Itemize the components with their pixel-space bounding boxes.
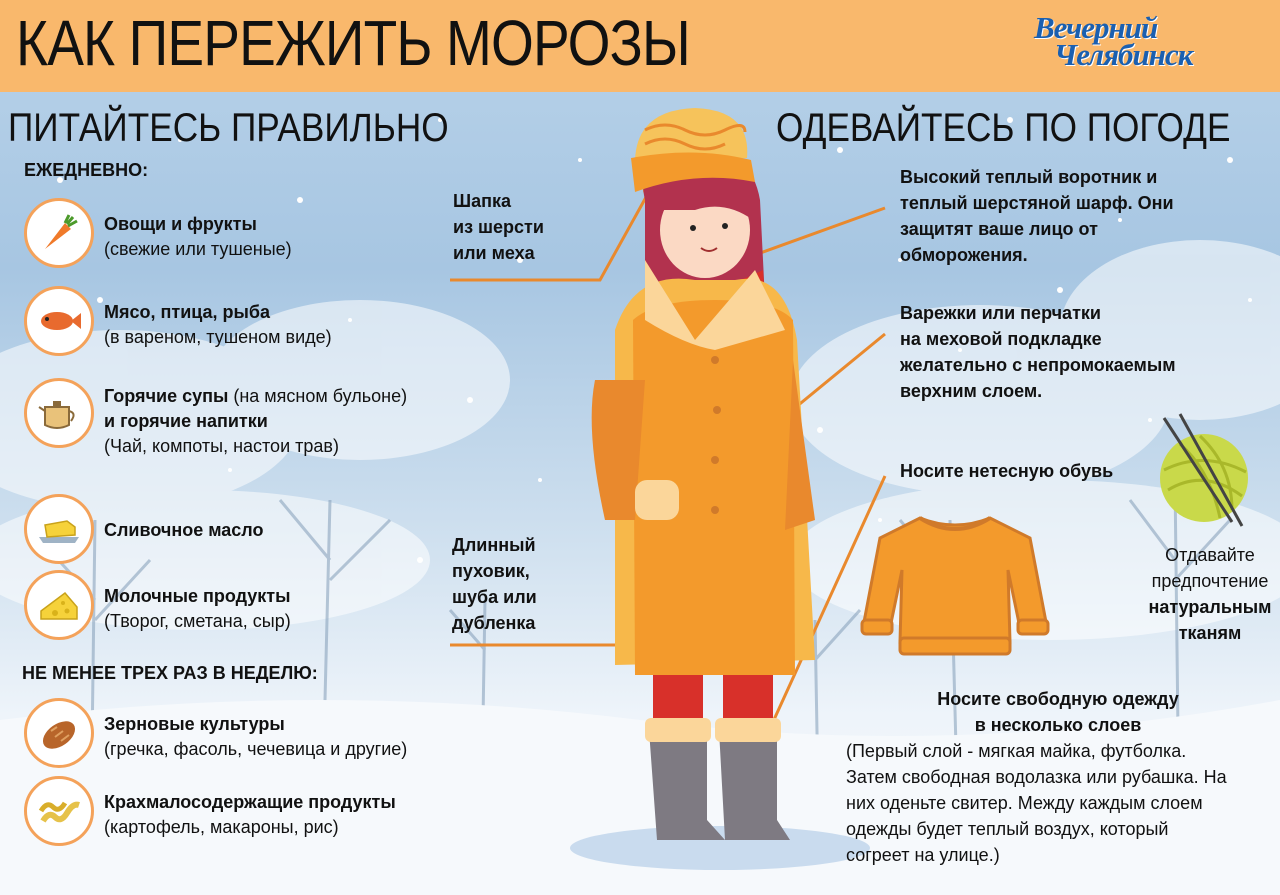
layers-title-line: Носите свободную одежду bbox=[937, 689, 1179, 709]
item-desc: (Чай, компоты, настои трав) bbox=[104, 436, 339, 456]
gloves-line: на меховой подкладке bbox=[900, 329, 1102, 349]
layers-desc-line: одежды будет теплый воздух, который bbox=[846, 819, 1169, 839]
hat-line: Шапка bbox=[453, 191, 511, 211]
item-title: Крахмалосодержащие продукты bbox=[104, 792, 396, 812]
hat-line: из шерсти bbox=[453, 217, 544, 237]
logo-line2: Челябинск bbox=[1054, 37, 1193, 72]
natural-line-bold: тканям bbox=[1178, 623, 1242, 643]
item-desc: (Творог, сметана, сыр) bbox=[104, 611, 291, 631]
item-title: Мясо, птица, рыба bbox=[104, 302, 271, 322]
clothing-section-title: ОДЕВАЙТЕСЬ ПО ПОГОДЕ bbox=[776, 106, 1231, 150]
collar-line: обморожения. bbox=[900, 245, 1028, 265]
logo-line1: Вечерний bbox=[1034, 10, 1158, 45]
layers-desc-line: (Первый слой - мягкая майка, футболка. bbox=[846, 741, 1187, 761]
item-desc: (гречка, фасоль, чечевица и другие) bbox=[104, 739, 408, 759]
coat-line: дубленка bbox=[452, 613, 536, 633]
gloves-note bbox=[900, 300, 1176, 404]
item-title: Овощи и фрукты bbox=[104, 214, 257, 234]
item-title: Молочные продукты bbox=[104, 586, 291, 606]
item-title: Горячие супы bbox=[104, 386, 229, 406]
gloves-line: верхним слоем. bbox=[900, 381, 1043, 401]
collar-line: защитят ваше лицо от bbox=[900, 219, 1098, 239]
layers-title-line: в несколько слоев bbox=[974, 715, 1142, 735]
coat-line: пуховик, bbox=[452, 561, 530, 581]
collar-line: теплый шерстяной шарф. Они bbox=[900, 193, 1174, 213]
item-line2: и горячие напитки bbox=[104, 411, 268, 431]
page-title: КАК ПЕРЕЖИТЬ МОРОЗЫ bbox=[16, 7, 690, 79]
layers-title bbox=[900, 686, 1216, 738]
item-desc: (картофель, макароны, рис) bbox=[104, 817, 339, 837]
layers-desc-line: Затем свободная водолазка или рубашка. На bbox=[846, 767, 1227, 787]
gloves-line: желательно с непромокаемым bbox=[900, 355, 1176, 375]
item-desc: (в вареном, тушеном виде) bbox=[104, 327, 332, 347]
coat-label bbox=[452, 532, 537, 636]
collar-note bbox=[900, 164, 1174, 268]
weekly-label: НЕ МЕНЕЕ ТРЕХ РАЗ В НЕДЕЛЮ: bbox=[22, 663, 318, 683]
sweater-icon bbox=[860, 510, 1050, 665]
coat-line: Длинный bbox=[452, 535, 536, 555]
layers-desc-line: них оденьте свитер. Между каждым слоем bbox=[846, 793, 1203, 813]
hat-line: или меха bbox=[453, 243, 535, 263]
item-title: Зерновые культуры bbox=[104, 714, 285, 734]
natural-line: Отдавайте bbox=[1165, 545, 1255, 565]
layers-desc-line: согреет на улице.) bbox=[846, 845, 1000, 865]
natural-fabrics-note bbox=[1140, 542, 1280, 646]
nutrition-section-title: ПИТАЙТЕСЬ ПРАВИЛЬНО bbox=[8, 106, 449, 150]
layers-description bbox=[846, 738, 1227, 868]
coat-line: шуба или bbox=[452, 587, 537, 607]
natural-line: предпочтение bbox=[1151, 571, 1269, 591]
item-title: Сливочное масло bbox=[104, 520, 264, 540]
daily-label: ЕЖЕДНЕВНО: bbox=[24, 160, 149, 180]
item-extra: (на мясном бульоне) bbox=[228, 386, 408, 406]
natural-line-bold: натуральным bbox=[1148, 597, 1272, 617]
shoes-note: Носите нетесную обувь bbox=[900, 461, 1114, 481]
item-desc: (свежие или тушеные) bbox=[104, 239, 292, 259]
hat-label bbox=[453, 188, 544, 266]
gloves-line: Варежки или перчатки bbox=[900, 303, 1101, 323]
woman-in-winter-coat-illustration bbox=[575, 100, 885, 880]
yarn-ball-icon bbox=[1150, 410, 1262, 532]
collar-line: Высокий теплый воротник и bbox=[900, 167, 1158, 187]
